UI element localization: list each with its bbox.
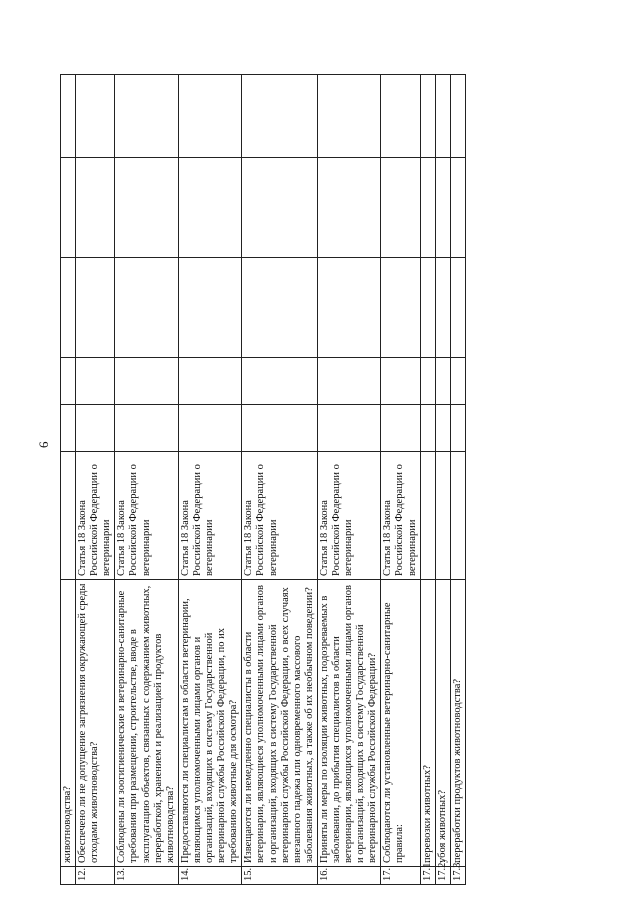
- empty-cell: [242, 405, 318, 452]
- empty-cell: [61, 405, 76, 452]
- empty-cell: [317, 75, 380, 158]
- question-text: Обеспечено ли не допущение загрязнения окружающей среды отходами животноводства?: [76, 580, 115, 867]
- table-row: [420, 75, 435, 885]
- empty-cell: [317, 258, 380, 358]
- question-text: Предоставляются ли специалистам в области ветеринарии, являющимся уполномоченными лицами органов и организаций, входящих в систему Государственной ветеринарной службы Российской Федерации, по их требованию животные для осмотра?: [178, 580, 241, 867]
- empty-cell: [115, 405, 178, 452]
- empty-cell: [381, 358, 420, 405]
- checklist-table: [60, 74, 466, 885]
- empty-cell: [76, 358, 115, 405]
- empty-cell: [178, 358, 241, 405]
- table-row: [317, 75, 380, 885]
- question-text: Соблюдаются ли установленные ветеринарно-санитарные правила:: [381, 580, 420, 867]
- empty-cell: [435, 358, 450, 405]
- empty-cell: [450, 405, 465, 452]
- table-row: [178, 75, 241, 885]
- table-row: [61, 75, 76, 885]
- table-row: [435, 75, 450, 885]
- empty-cell: [115, 258, 178, 358]
- row-number: 15.: [242, 867, 318, 885]
- empty-cell: [450, 158, 465, 258]
- row-number: 16.: [317, 867, 380, 885]
- legal-reference: Статья 18 Закона Российской Федерации о ветеринарии: [317, 452, 380, 580]
- empty-cell: [178, 258, 241, 358]
- empty-cell: [420, 75, 435, 158]
- table-row: [76, 75, 115, 885]
- empty-cell: [381, 405, 420, 452]
- legal-reference: Статья 18 Закона Российской Федерации о ветеринарии: [76, 452, 115, 580]
- legal-reference: [450, 452, 465, 580]
- legal-reference: Статья 18 Закона Российской Федерации о ветеринарии: [242, 452, 318, 580]
- empty-cell: [178, 75, 241, 158]
- question-text: убоя животных?: [435, 580, 450, 867]
- empty-cell: [381, 258, 420, 358]
- empty-cell: [61, 258, 76, 358]
- question-text: Приняты ли меры по изоляции животных, подозреваемых в заболевании, до прибытия специалистов в области ветеринарии, являющихся уполномоченными лицами органов и организаций, входящих в систему Государственной ветеринарной службы Российской Федерации?: [317, 580, 380, 867]
- empty-cell: [178, 158, 241, 258]
- table-row: [450, 75, 465, 885]
- row-number: [61, 867, 76, 885]
- row-number: 12.: [76, 867, 115, 885]
- legal-reference: Статья 18 Закона Российской Федерации о ветеринарии: [115, 452, 178, 580]
- row-number: 14.: [178, 867, 241, 885]
- empty-cell: [76, 75, 115, 158]
- question-text: перевозки животных?: [420, 580, 435, 867]
- empty-cell: [381, 75, 420, 158]
- question-text: Соблюдены ли зоогигиенические и ветеринарно-санитарные требования при размещении, строительстве, вводе в эксплуатацию объектов, связанных с содержанием животных, переработкой, хранением и реализацией продуктов животноводства?: [115, 580, 178, 867]
- checklist-table-rotated: [60, 75, 635, 885]
- empty-cell: [178, 405, 241, 452]
- empty-cell: [115, 358, 178, 405]
- empty-cell: [115, 158, 178, 258]
- empty-cell: [420, 405, 435, 452]
- empty-cell: [317, 358, 380, 405]
- empty-cell: [242, 158, 318, 258]
- empty-cell: [420, 258, 435, 358]
- empty-cell: [435, 258, 450, 358]
- empty-cell: [435, 405, 450, 452]
- empty-cell: [76, 158, 115, 258]
- empty-cell: [450, 258, 465, 358]
- empty-cell: [317, 405, 380, 452]
- table-row: [242, 75, 318, 885]
- empty-cell: [76, 405, 115, 452]
- empty-cell: [435, 158, 450, 258]
- table-row: [381, 75, 420, 885]
- question-text: переработки продуктов животноводства?: [450, 580, 465, 867]
- empty-cell: [381, 158, 420, 258]
- empty-cell: [450, 358, 465, 405]
- legal-reference: [61, 452, 76, 580]
- empty-cell: [115, 75, 178, 158]
- empty-cell: [76, 258, 115, 358]
- page-number: 6: [36, 441, 51, 448]
- legal-reference: Статья 18 Закона Российской Федерации о ветеринарии: [381, 452, 420, 580]
- row-number: 17.: [381, 867, 420, 885]
- empty-cell: [242, 75, 318, 158]
- empty-cell: [435, 75, 450, 158]
- question-text: Извещаются ли немедленно специалисты в области ветеринарии, являющиеся уполномоченными лицами органов и организаций, входящих в систему Государственной ветеринарной службы Российской Федерации, о всех случаях внезапного падежа или одновременного массового заболевания животных, а также об их необычном поведении?: [242, 580, 318, 867]
- row-number: 17.1.: [420, 867, 435, 885]
- empty-cell: [420, 158, 435, 258]
- row-number: 13.: [115, 867, 178, 885]
- table-row: [115, 75, 178, 885]
- legal-reference: [420, 452, 435, 580]
- empty-cell: [242, 258, 318, 358]
- empty-cell: [450, 75, 465, 158]
- legal-reference: [435, 452, 450, 580]
- empty-cell: [61, 358, 76, 405]
- empty-cell: [242, 358, 318, 405]
- empty-cell: [61, 75, 76, 158]
- checklist-table-body: [61, 75, 466, 885]
- empty-cell: [317, 158, 380, 258]
- question-text: животноводства?: [61, 580, 76, 867]
- row-number: 17.2.: [435, 867, 450, 885]
- empty-cell: [61, 158, 76, 258]
- row-number: 17.3.: [450, 867, 465, 885]
- legal-reference: Статья 18 Закона Российской Федерации о ветеринарии: [178, 452, 241, 580]
- empty-cell: [420, 358, 435, 405]
